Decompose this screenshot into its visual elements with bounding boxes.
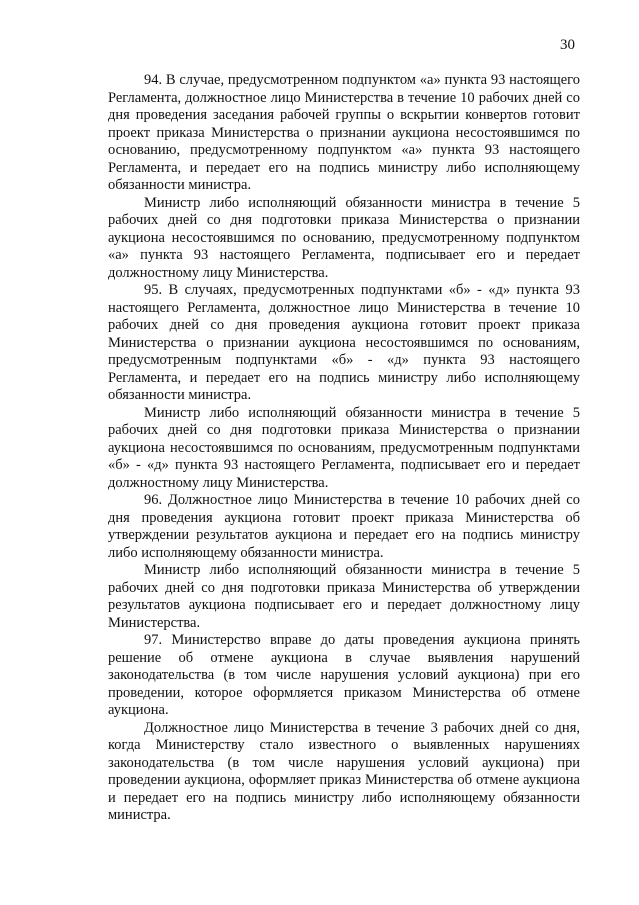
page-number: 30 <box>560 37 575 53</box>
paragraph-94-minister: Министр либо исполняющий обязанности министра в течение 5 рабочих дней со дня подготовки приказа Министерства о признании аукциона несостоявшимся по основанию, предусмотренному подпунктом «а» пункта 93 настоящего Регламента, подписывает его и передает должностному лицу Министерства. <box>108 194 580 281</box>
paragraph-95-minister: Министр либо исполняющий обязанности министра в течение 5 рабочих дней со дня подготовки приказа Министерства о признании аукциона несостоявшимся по основаниям, предусмотренным подпунктами «б» - «д» пункта 93 настоящего Регламента, подписывает его и передает должностному лицу Министерства. <box>108 404 580 491</box>
paragraph-97: 97. Министерство вправе до даты проведения аукциона принять решение об отмене аукциона в случае выявления нарушений законодательства (в том числе нарушения условий аукциона) при его проведении, которое оформляется приказом Министерства об отмене аукциона. <box>108 632 580 718</box>
paragraph-97-official: Должностное лицо Министерства в течение 3 рабочих дней со дня, когда Министерству стало известного о выявленных нарушениях законодательства (в том числе нарушения условий аукциона) при проведении аукциона, оформляет приказ Министерства об отмене аукциона и передает его на подпись министру либо исполняющему обязанности министра. <box>108 719 580 823</box>
document-body <box>108 72 580 825</box>
paragraph-94: 94. В случае, предусмотренном подпунктом «а» пункта 93 настоящего Регламента, должностное лицо Министерства в течение 10 рабочих дней со дня проведения заседания рабочей группы о вскрытии конвертов готовит проект приказа Министерства о признании аукциона несостоявшимся по основанию, предусмотренному подпунктом «а» пункта 93 настоящего Регламента, и передает его на подпись министру либо исполняющему обязанности министра. <box>108 72 580 193</box>
paragraph-96: 96. Должностное лицо Министерства в течение 10 рабочих дней со дня проведения аукциона готовит проект приказа Министерства об утверждении результатов аукциона и передает его на подпись министру либо исполняющему обязанности министра. <box>108 492 580 561</box>
paragraph-95: 95. В случаях, предусмотренных подпунктами «б» - «д» пункта 93 настоящего Регламента, должностное лицо Министерства в течение 10 рабочих дней со дня проведения аукциона готовит проект приказа Министерства о признании аукциона несостоявшимся по основаниям, предусмотренным подпунктами «б» - «д» пункта 93 настоящего Регламента, и передает его на подпись министру либо исполняющему обязанности министра. <box>108 282 580 403</box>
paragraph-96-minister: Министр либо исполняющий обязанности министра в течение 5 рабочих дней со дня подготовки приказа Министерства об утверждении результатов аукциона подписывает его и передает должностному лицу Министерства. <box>108 562 580 631</box>
